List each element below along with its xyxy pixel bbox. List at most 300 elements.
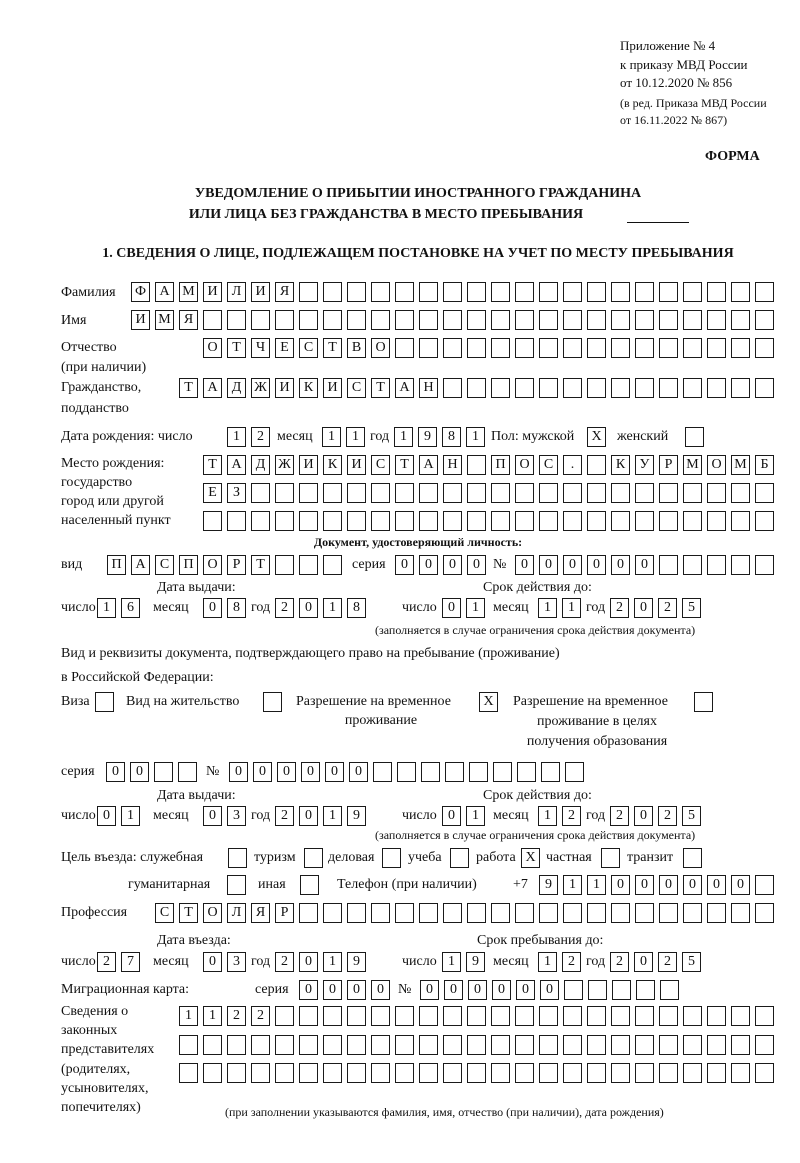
surname-cell[interactable]	[707, 282, 726, 302]
stay-number-cell[interactable]	[469, 762, 488, 782]
representative-cell[interactable]	[707, 1063, 726, 1083]
surname-cell[interactable]	[323, 282, 342, 302]
purpose-other-checkbox[interactable]	[300, 875, 319, 895]
birthplace-cell[interactable]	[731, 511, 750, 531]
name-cell[interactable]	[491, 310, 510, 330]
representative-cell[interactable]	[419, 1006, 438, 1026]
representative-cell[interactable]	[395, 1063, 414, 1083]
citizenship-cell[interactable]: И	[323, 378, 342, 398]
birth-year-cell[interactable]: 1	[394, 427, 413, 447]
surname-cell[interactable]: Ф	[131, 282, 150, 302]
doc-number-cell[interactable]	[659, 555, 678, 575]
doc-type-cell[interactable]: Р	[227, 555, 246, 575]
day-cell[interactable]: 1	[466, 598, 485, 618]
profession-cell[interactable]	[635, 903, 654, 923]
profession-cell[interactable]	[443, 903, 462, 923]
year-cell[interactable]: 0	[634, 952, 653, 972]
representative-cell[interactable]	[491, 1063, 510, 1083]
representative-cell[interactable]	[203, 1063, 222, 1083]
representative-cell[interactable]	[611, 1006, 630, 1026]
name-cell[interactable]: Я	[179, 310, 198, 330]
phone-digit-cell[interactable]: 0	[659, 875, 678, 895]
citizenship-cell[interactable]: К	[299, 378, 318, 398]
patronymic-cell[interactable]: Т	[323, 338, 342, 358]
purpose-tourism-checkbox[interactable]	[304, 848, 323, 868]
year-cell[interactable]: 2	[610, 806, 629, 826]
name-cell[interactable]	[755, 310, 774, 330]
citizenship-cell[interactable]: А	[395, 378, 414, 398]
birthplace-cell[interactable]: Е	[203, 483, 222, 503]
birthplace-cell[interactable]	[659, 511, 678, 531]
name-cell[interactable]	[731, 310, 750, 330]
birthplace-cell[interactable]	[611, 511, 630, 531]
representative-cell[interactable]	[395, 1006, 414, 1026]
birthplace-cell[interactable]	[755, 483, 774, 503]
day-cell[interactable]: 2	[97, 952, 116, 972]
representative-cell[interactable]	[227, 1063, 246, 1083]
migration-number-cell[interactable]: 0	[468, 980, 487, 1000]
stay-number-cell[interactable]: 0	[277, 762, 296, 782]
visa-checkbox[interactable]	[95, 692, 114, 712]
year-cell[interactable]: 9	[347, 952, 366, 972]
temp-residence-education-checkbox[interactable]	[694, 692, 713, 712]
representative-cell[interactable]	[755, 1063, 774, 1083]
representative-cell[interactable]	[371, 1063, 390, 1083]
citizenship-cell[interactable]: А	[203, 378, 222, 398]
doc-number-cell[interactable]	[731, 555, 750, 575]
representative-cell[interactable]	[347, 1006, 366, 1026]
month-cell[interactable]: 1	[538, 598, 557, 618]
migration-number-cell[interactable]	[612, 980, 631, 1000]
birthplace-cell[interactable]	[395, 483, 414, 503]
stay-series-cell[interactable]	[154, 762, 173, 782]
patronymic-cell[interactable]: Т	[227, 338, 246, 358]
name-cell[interactable]	[659, 310, 678, 330]
doc-series-cell[interactable]: 0	[467, 555, 486, 575]
representative-cell[interactable]	[707, 1035, 726, 1055]
profession-cell[interactable]	[371, 903, 390, 923]
birthplace-cell[interactable]	[491, 483, 510, 503]
citizenship-cell[interactable]	[635, 378, 654, 398]
birthplace-cell[interactable]	[587, 455, 606, 475]
representative-cell[interactable]	[731, 1063, 750, 1083]
representative-cell[interactable]	[347, 1035, 366, 1055]
stay-number-cell[interactable]: 0	[325, 762, 344, 782]
representative-cell[interactable]	[203, 1035, 222, 1055]
profession-cell[interactable]	[323, 903, 342, 923]
representative-cell[interactable]	[587, 1006, 606, 1026]
profession-cell[interactable]	[731, 903, 750, 923]
representative-cell[interactable]	[419, 1035, 438, 1055]
name-cell[interactable]	[299, 310, 318, 330]
representative-cell[interactable]	[251, 1035, 270, 1055]
month-cell[interactable]: 2	[562, 806, 581, 826]
representative-cell[interactable]	[443, 1006, 462, 1026]
patronymic-cell[interactable]	[587, 338, 606, 358]
birthplace-cell[interactable]: Д	[251, 455, 270, 475]
year-cell[interactable]: 5	[682, 806, 701, 826]
birthplace-cell[interactable]: С	[371, 455, 390, 475]
citizenship-cell[interactable]: Т	[179, 378, 198, 398]
migration-number-cell[interactable]	[636, 980, 655, 1000]
representative-cell[interactable]	[371, 1035, 390, 1055]
birthplace-cell[interactable]	[419, 483, 438, 503]
patronymic-cell[interactable]: С	[299, 338, 318, 358]
stay-number-cell[interactable]	[565, 762, 584, 782]
phone-digit-cell[interactable]: 0	[707, 875, 726, 895]
citizenship-cell[interactable]	[707, 378, 726, 398]
representative-cell[interactable]	[659, 1063, 678, 1083]
patronymic-cell[interactable]	[659, 338, 678, 358]
birthplace-cell[interactable]	[251, 483, 270, 503]
birthplace-cell[interactable]	[467, 483, 486, 503]
year-cell[interactable]: 1	[323, 598, 342, 618]
doc-number-cell[interactable]: 0	[539, 555, 558, 575]
surname-cell[interactable]	[659, 282, 678, 302]
surname-cell[interactable]: М	[179, 282, 198, 302]
patronymic-cell[interactable]	[635, 338, 654, 358]
patronymic-cell[interactable]	[515, 338, 534, 358]
profession-cell[interactable]: Р	[275, 903, 294, 923]
migration-series-cell[interactable]: 0	[371, 980, 390, 1000]
representative-cell[interactable]	[611, 1035, 630, 1055]
representative-cell[interactable]	[467, 1006, 486, 1026]
doc-type-cell[interactable]: О	[203, 555, 222, 575]
birthplace-cell[interactable]	[731, 483, 750, 503]
surname-cell[interactable]	[443, 282, 462, 302]
citizenship-cell[interactable]: Ж	[251, 378, 270, 398]
birthplace-cell[interactable]	[323, 483, 342, 503]
citizenship-cell[interactable]: Д	[227, 378, 246, 398]
surname-cell[interactable]: И	[203, 282, 222, 302]
citizenship-cell[interactable]	[659, 378, 678, 398]
name-cell[interactable]	[419, 310, 438, 330]
purpose-official-checkbox[interactable]	[228, 848, 247, 868]
month-cell[interactable]: 0	[203, 952, 222, 972]
representative-cell[interactable]	[587, 1035, 606, 1055]
representative-cell[interactable]	[251, 1063, 270, 1083]
representative-cell[interactable]	[299, 1006, 318, 1026]
representative-cell[interactable]	[515, 1035, 534, 1055]
name-cell[interactable]	[371, 310, 390, 330]
birthplace-cell[interactable]	[203, 511, 222, 531]
name-cell[interactable]	[563, 310, 582, 330]
surname-cell[interactable]	[683, 282, 702, 302]
stay-number-cell[interactable]: 0	[349, 762, 368, 782]
representative-cell[interactable]	[179, 1035, 198, 1055]
doc-series-cell[interactable]: 0	[443, 555, 462, 575]
name-cell[interactable]	[515, 310, 534, 330]
representative-cell[interactable]	[419, 1063, 438, 1083]
month-cell[interactable]: 1	[538, 806, 557, 826]
representative-cell[interactable]	[275, 1006, 294, 1026]
birthplace-cell[interactable]	[227, 511, 246, 531]
birthplace-cell[interactable]	[443, 511, 462, 531]
birthplace-cell[interactable]	[659, 483, 678, 503]
patronymic-cell[interactable]: Е	[275, 338, 294, 358]
month-cell[interactable]: 1	[562, 598, 581, 618]
birthplace-cell[interactable]: А	[419, 455, 438, 475]
profession-cell[interactable]: Я	[251, 903, 270, 923]
birthplace-cell[interactable]: И	[347, 455, 366, 475]
patronymic-cell[interactable]	[707, 338, 726, 358]
birthplace-cell[interactable]: З	[227, 483, 246, 503]
migration-series-cell[interactable]: 0	[347, 980, 366, 1000]
profession-cell[interactable]	[299, 903, 318, 923]
month-cell[interactable]: 0	[203, 598, 222, 618]
representative-cell[interactable]	[659, 1006, 678, 1026]
representative-cell[interactable]	[635, 1035, 654, 1055]
month-cell[interactable]: 1	[538, 952, 557, 972]
surname-cell[interactable]: Я	[275, 282, 294, 302]
day-cell[interactable]: 1	[442, 952, 461, 972]
profession-cell[interactable]	[659, 903, 678, 923]
birthplace-cell[interactable]: К	[323, 455, 342, 475]
birthplace-cell[interactable]	[755, 511, 774, 531]
purpose-study-checkbox[interactable]	[450, 848, 469, 868]
profession-cell[interactable]	[419, 903, 438, 923]
representative-cell[interactable]	[467, 1063, 486, 1083]
citizenship-cell[interactable]	[515, 378, 534, 398]
doc-type-cell[interactable]	[299, 555, 318, 575]
representative-cell[interactable]	[179, 1063, 198, 1083]
representative-cell[interactable]	[467, 1035, 486, 1055]
purpose-work-checkbox[interactable]: X	[521, 848, 540, 868]
birthplace-cell[interactable]: Н	[443, 455, 462, 475]
month-cell[interactable]: 2	[562, 952, 581, 972]
representative-cell[interactable]	[539, 1035, 558, 1055]
patronymic-cell[interactable]	[755, 338, 774, 358]
representative-cell[interactable]	[659, 1035, 678, 1055]
year-cell[interactable]: 1	[323, 806, 342, 826]
representative-cell[interactable]	[635, 1006, 654, 1026]
stay-number-cell[interactable]: 0	[301, 762, 320, 782]
representative-cell[interactable]	[683, 1063, 702, 1083]
birthplace-cell[interactable]	[683, 511, 702, 531]
birthplace-cell[interactable]	[371, 483, 390, 503]
year-cell[interactable]: 0	[299, 806, 318, 826]
representative-cell[interactable]	[755, 1035, 774, 1055]
year-cell[interactable]: 2	[658, 806, 677, 826]
representative-cell[interactable]	[731, 1006, 750, 1026]
year-cell[interactable]: 2	[275, 598, 294, 618]
representative-cell[interactable]	[227, 1035, 246, 1055]
patronymic-cell[interactable]: Ч	[251, 338, 270, 358]
stay-series-cell[interactable]	[178, 762, 197, 782]
name-cell[interactable]	[467, 310, 486, 330]
birthplace-cell[interactable]	[467, 455, 486, 475]
birthplace-cell[interactable]: М	[683, 455, 702, 475]
representative-cell[interactable]	[755, 1006, 774, 1026]
phone-digit-cell[interactable]: 9	[539, 875, 558, 895]
phone-digit-cell[interactable]: 0	[635, 875, 654, 895]
profession-cell[interactable]	[611, 903, 630, 923]
birthplace-cell[interactable]	[275, 483, 294, 503]
representative-cell[interactable]	[683, 1035, 702, 1055]
name-cell[interactable]	[251, 310, 270, 330]
birth-day-cell[interactable]: 2	[251, 427, 270, 447]
birthplace-cell[interactable]	[563, 511, 582, 531]
name-cell[interactable]	[635, 310, 654, 330]
purpose-private-checkbox[interactable]	[601, 848, 620, 868]
year-cell[interactable]: 0	[634, 806, 653, 826]
citizenship-cell[interactable]	[539, 378, 558, 398]
profession-cell[interactable]	[563, 903, 582, 923]
stay-number-cell[interactable]	[445, 762, 464, 782]
representative-cell[interactable]	[515, 1006, 534, 1026]
surname-cell[interactable]	[635, 282, 654, 302]
doc-number-cell[interactable]	[755, 555, 774, 575]
surname-cell[interactable]	[539, 282, 558, 302]
birthplace-cell[interactable]	[707, 511, 726, 531]
month-cell[interactable]: 8	[227, 598, 246, 618]
birthplace-cell[interactable]: М	[731, 455, 750, 475]
phone-digit-cell[interactable]: 0	[731, 875, 750, 895]
doc-series-cell[interactable]: 0	[395, 555, 414, 575]
name-cell[interactable]	[539, 310, 558, 330]
surname-cell[interactable]: И	[251, 282, 270, 302]
representative-cell[interactable]	[491, 1006, 510, 1026]
name-cell[interactable]: И	[131, 310, 150, 330]
year-cell[interactable]: 0	[634, 598, 653, 618]
day-cell[interactable]: 6	[121, 598, 140, 618]
birthplace-cell[interactable]	[683, 483, 702, 503]
doc-type-cell[interactable]	[323, 555, 342, 575]
year-cell[interactable]: 0	[299, 952, 318, 972]
representative-cell[interactable]	[443, 1063, 462, 1083]
birthplace-cell[interactable]	[299, 511, 318, 531]
birthplace-cell[interactable]	[395, 511, 414, 531]
male-checkbox[interactable]: X	[587, 427, 606, 447]
birth-month-cell[interactable]: 1	[322, 427, 341, 447]
birthplace-cell[interactable]	[419, 511, 438, 531]
citizenship-cell[interactable]: И	[275, 378, 294, 398]
purpose-humanitarian-checkbox[interactable]	[227, 875, 246, 895]
representative-cell[interactable]	[635, 1063, 654, 1083]
migration-number-cell[interactable]	[564, 980, 583, 1000]
doc-number-cell[interactable]: 0	[515, 555, 534, 575]
patronymic-cell[interactable]	[467, 338, 486, 358]
name-cell[interactable]	[227, 310, 246, 330]
birthplace-cell[interactable]	[347, 483, 366, 503]
patronymic-cell[interactable]	[395, 338, 414, 358]
surname-cell[interactable]: Л	[227, 282, 246, 302]
surname-cell[interactable]	[491, 282, 510, 302]
representative-cell[interactable]	[731, 1035, 750, 1055]
year-cell[interactable]: 9	[347, 806, 366, 826]
purpose-business-checkbox[interactable]	[382, 848, 401, 868]
migration-number-cell[interactable]: 0	[420, 980, 439, 1000]
stay-number-cell[interactable]	[517, 762, 536, 782]
birthplace-cell[interactable]: К	[611, 455, 630, 475]
surname-cell[interactable]	[731, 282, 750, 302]
surname-cell[interactable]	[611, 282, 630, 302]
migration-series-cell[interactable]: 0	[323, 980, 342, 1000]
surname-cell[interactable]	[755, 282, 774, 302]
birthplace-cell[interactable]	[299, 483, 318, 503]
year-cell[interactable]: 2	[610, 598, 629, 618]
representative-cell[interactable]: 2	[251, 1006, 270, 1026]
doc-number-cell[interactable]: 0	[635, 555, 654, 575]
stay-number-cell[interactable]	[397, 762, 416, 782]
birthplace-cell[interactable]: Т	[203, 455, 222, 475]
surname-cell[interactable]	[467, 282, 486, 302]
stay-series-cell[interactable]: 0	[106, 762, 125, 782]
representative-cell[interactable]	[299, 1035, 318, 1055]
residence-permit-checkbox[interactable]	[263, 692, 282, 712]
representative-cell[interactable]	[683, 1006, 702, 1026]
representative-cell[interactable]	[707, 1006, 726, 1026]
birthplace-cell[interactable]: Т	[395, 455, 414, 475]
representative-cell[interactable]	[275, 1035, 294, 1055]
year-cell[interactable]: 2	[658, 952, 677, 972]
birthplace-cell[interactable]	[275, 511, 294, 531]
month-cell[interactable]: 3	[227, 806, 246, 826]
birthplace-cell[interactable]: П	[491, 455, 510, 475]
representative-cell[interactable]: 1	[179, 1006, 198, 1026]
birthplace-cell[interactable]: .	[563, 455, 582, 475]
citizenship-cell[interactable]	[563, 378, 582, 398]
birthplace-cell[interactable]	[563, 483, 582, 503]
representative-cell[interactable]	[515, 1063, 534, 1083]
phone-digit-cell[interactable]: 1	[587, 875, 606, 895]
year-cell[interactable]: 2	[275, 952, 294, 972]
year-cell[interactable]: 8	[347, 598, 366, 618]
surname-cell[interactable]	[299, 282, 318, 302]
female-checkbox[interactable]	[685, 427, 704, 447]
birthplace-cell[interactable]	[515, 511, 534, 531]
birthplace-cell[interactable]	[251, 511, 270, 531]
citizenship-cell[interactable]	[443, 378, 462, 398]
year-cell[interactable]: 5	[682, 952, 701, 972]
name-cell[interactable]	[347, 310, 366, 330]
birthplace-cell[interactable]: У	[635, 455, 654, 475]
profession-cell[interactable]	[515, 903, 534, 923]
migration-number-cell[interactable]: 0	[492, 980, 511, 1000]
birth-month-cell[interactable]: 1	[346, 427, 365, 447]
birthplace-cell[interactable]	[467, 511, 486, 531]
migration-number-cell[interactable]: 0	[516, 980, 535, 1000]
doc-type-cell[interactable]: П	[179, 555, 198, 575]
profession-cell[interactable]	[587, 903, 606, 923]
day-cell[interactable]: 9	[466, 952, 485, 972]
patronymic-cell[interactable]: В	[347, 338, 366, 358]
patronymic-cell[interactable]	[539, 338, 558, 358]
citizenship-cell[interactable]	[683, 378, 702, 398]
birthplace-cell[interactable]: Ж	[275, 455, 294, 475]
representative-cell[interactable]	[323, 1006, 342, 1026]
patronymic-cell[interactable]	[563, 338, 582, 358]
surname-cell[interactable]	[371, 282, 390, 302]
representative-cell[interactable]	[611, 1063, 630, 1083]
birthplace-cell[interactable]	[347, 511, 366, 531]
year-cell[interactable]: 2	[658, 598, 677, 618]
representative-cell[interactable]	[299, 1063, 318, 1083]
doc-number-cell[interactable]: 0	[587, 555, 606, 575]
patronymic-cell[interactable]	[419, 338, 438, 358]
patronymic-cell[interactable]	[443, 338, 462, 358]
year-cell[interactable]: 2	[610, 952, 629, 972]
patronymic-cell[interactable]: О	[203, 338, 222, 358]
migration-number-cell[interactable]	[588, 980, 607, 1000]
representative-cell[interactable]	[539, 1063, 558, 1083]
name-cell[interactable]	[443, 310, 462, 330]
patronymic-cell[interactable]	[491, 338, 510, 358]
stay-number-cell[interactable]: 0	[253, 762, 272, 782]
representative-cell[interactable]	[275, 1063, 294, 1083]
name-cell[interactable]	[587, 310, 606, 330]
doc-number-cell[interactable]: 0	[563, 555, 582, 575]
